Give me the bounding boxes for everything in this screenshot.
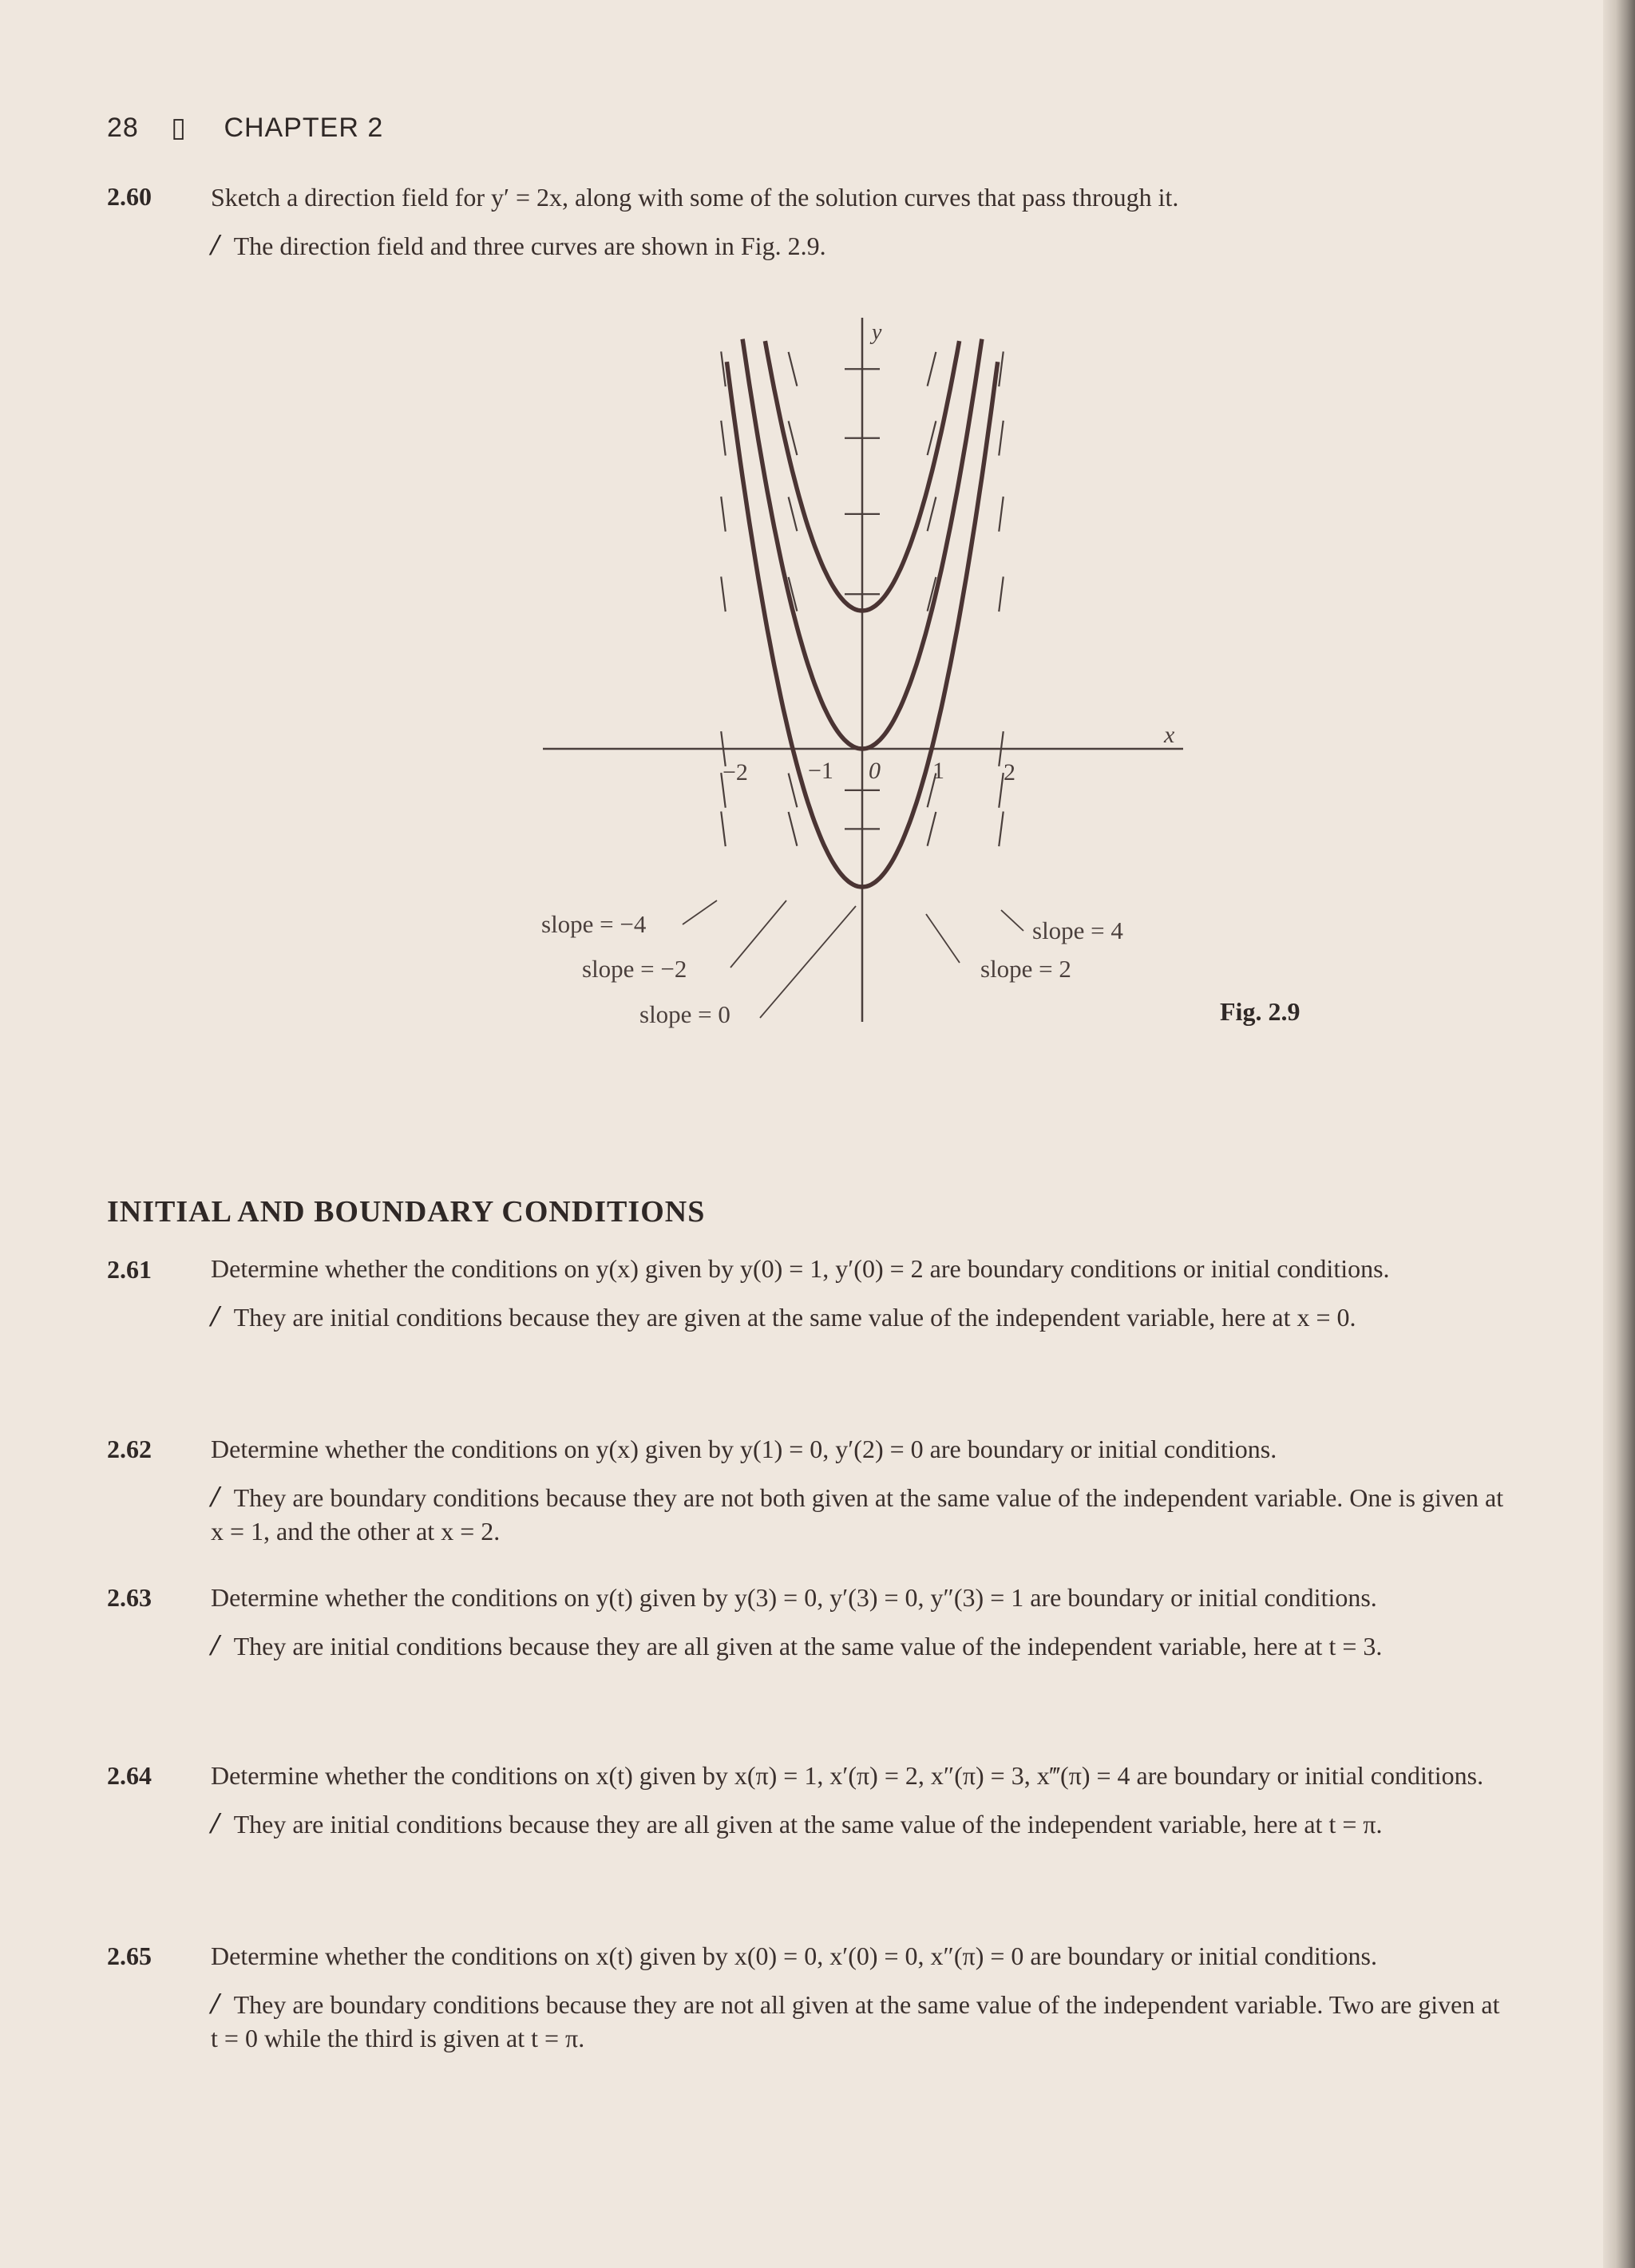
solution-mark-icon: /: [211, 1300, 220, 1333]
slope-segment: [999, 421, 1003, 456]
answer-text: The direction field and three curves are shown in Fig. 2.9.: [233, 232, 826, 260]
page-number: 28: [107, 113, 139, 143]
problem-answer: [211, 1300, 1512, 1334]
slope-segment: [789, 352, 798, 386]
problem-question: Sketch a direction field for y′ = 2x, along with some of the solution curves that pass through it.: [211, 183, 1179, 212]
problem-block: [211, 1581, 1512, 1663]
figure-labels: [541, 320, 1175, 1028]
answer-text: They are initial conditions because they are given at the same value of the independent variable, here at x = 0.: [233, 1303, 1356, 1332]
slope-segment: [789, 812, 798, 846]
solution-mark-icon: /: [211, 228, 220, 262]
problem-answer: [211, 1807, 1512, 1841]
problem-number: 2.61: [107, 1255, 152, 1284]
problem-number: 2.65: [107, 1941, 152, 1970]
solution-mark-icon: /: [211, 1480, 220, 1514]
figure-caption: Fig. 2.9: [1220, 997, 1300, 1026]
header-glyph: ▯: [171, 113, 187, 143]
slope-segment: [928, 421, 936, 455]
tick-label: 0: [869, 758, 881, 784]
problem-block: [211, 1759, 1512, 1841]
problem-number: 2.63: [107, 1583, 152, 1612]
slope-segment: [999, 812, 1003, 847]
slope-label-zero: slope = 0: [639, 1000, 730, 1028]
slope-label-minus2: slope = −2: [582, 955, 687, 983]
slope-segment: [789, 421, 798, 455]
slope-segment: [721, 812, 725, 847]
solution-mark-icon: /: [211, 1987, 220, 2021]
tick-label: 2: [1004, 759, 1015, 786]
x-axis-label: x: [1164, 722, 1175, 748]
slope-segment: [999, 497, 1003, 532]
leader-minus4: [683, 900, 717, 924]
problem-answer: [211, 1987, 1512, 2055]
slope-leader-lines: [683, 900, 1023, 1018]
answer-text: They are initial conditions because they are all given at the same value of the independent variable, here at t = π.: [233, 1810, 1383, 1839]
slope-segment: [928, 352, 936, 386]
problem-answer: [211, 1629, 1512, 1663]
slope-segment: [789, 497, 798, 532]
problem-block: [211, 1252, 1512, 1334]
problem-question: Determine whether the conditions on y(x) given by y(1) = 0, y′(2) = 0 are boundary or initial conditions.: [211, 1435, 1277, 1463]
problem-number: 2.64: [107, 1761, 152, 1790]
slope-segment: [721, 351, 725, 386]
solution-mark-icon: /: [211, 1629, 220, 1662]
problem-question: Determine whether the conditions on x(t) given by x(π) = 1, x′(π) = 2, x″(π) = 3, x‴(π) = 4 are boundary or initial conditions.: [211, 1761, 1484, 1790]
leader-4: [1001, 910, 1023, 931]
problem-answer: [211, 1480, 1512, 1548]
y-axis-label: y: [872, 320, 882, 345]
slope-segment: [721, 497, 725, 532]
leader-zero: [760, 906, 856, 1018]
slope-label-minus4: slope = −4: [541, 910, 647, 938]
slope-segment: [999, 576, 1003, 612]
problem-question: Determine whether the conditions on y(t) given by y(3) = 0, y′(3) = 0, y″(3) = 1 are boundary or initial conditions.: [211, 1583, 1377, 1612]
answer-text: They are initial conditions because they are all given at the same value of the independent variable, here at t = 3.: [233, 1632, 1383, 1660]
answer-text: They are boundary conditions because they are not both given at the same value of the independent variable. One is given at x = 1, and the other at x = 2.: [211, 1483, 1504, 1546]
slope-segment: [721, 421, 725, 456]
problem-block: [211, 1939, 1512, 2055]
tick-label: −2: [722, 759, 748, 786]
slope-segment: [999, 773, 1003, 808]
leader-2: [926, 914, 960, 963]
slope-segment: [928, 812, 936, 846]
slope-segment: [928, 497, 936, 532]
problem-block: [211, 1432, 1512, 1548]
slope-segment: [721, 576, 725, 612]
section-title: INITIAL AND BOUNDARY CONDITIONS: [107, 1195, 706, 1229]
slope-label-4: slope = 4: [1032, 916, 1123, 944]
leader-minus2: [730, 900, 786, 968]
problem-question: Determine whether the conditions on y(x) given by y(0) = 1, y′(0) = 2 are boundary conditions or initial conditions.: [211, 1254, 1390, 1283]
answer-text: They are boundary conditions because they are not all given at the same value of the independent variable. Two are given at t = 0 while the third is given at t = π.: [211, 1990, 1500, 2052]
problem-number: 2.60: [107, 182, 152, 211]
slope-segment: [999, 351, 1003, 386]
problem-number: 2.62: [107, 1435, 152, 1463]
chapter-title: CHAPTER 2: [224, 113, 384, 143]
slope-label-2: slope = 2: [980, 955, 1071, 983]
solution-mark-icon: /: [211, 1807, 220, 1840]
tick-label: −1: [808, 758, 833, 784]
problem-question: Determine whether the conditions on x(t) given by x(0) = 0, x′(0) = 0, x″(π) = 0 are boundary or initial conditions.: [211, 1941, 1377, 1970]
tick-label: 1: [932, 758, 944, 784]
slope-segment: [789, 774, 798, 808]
